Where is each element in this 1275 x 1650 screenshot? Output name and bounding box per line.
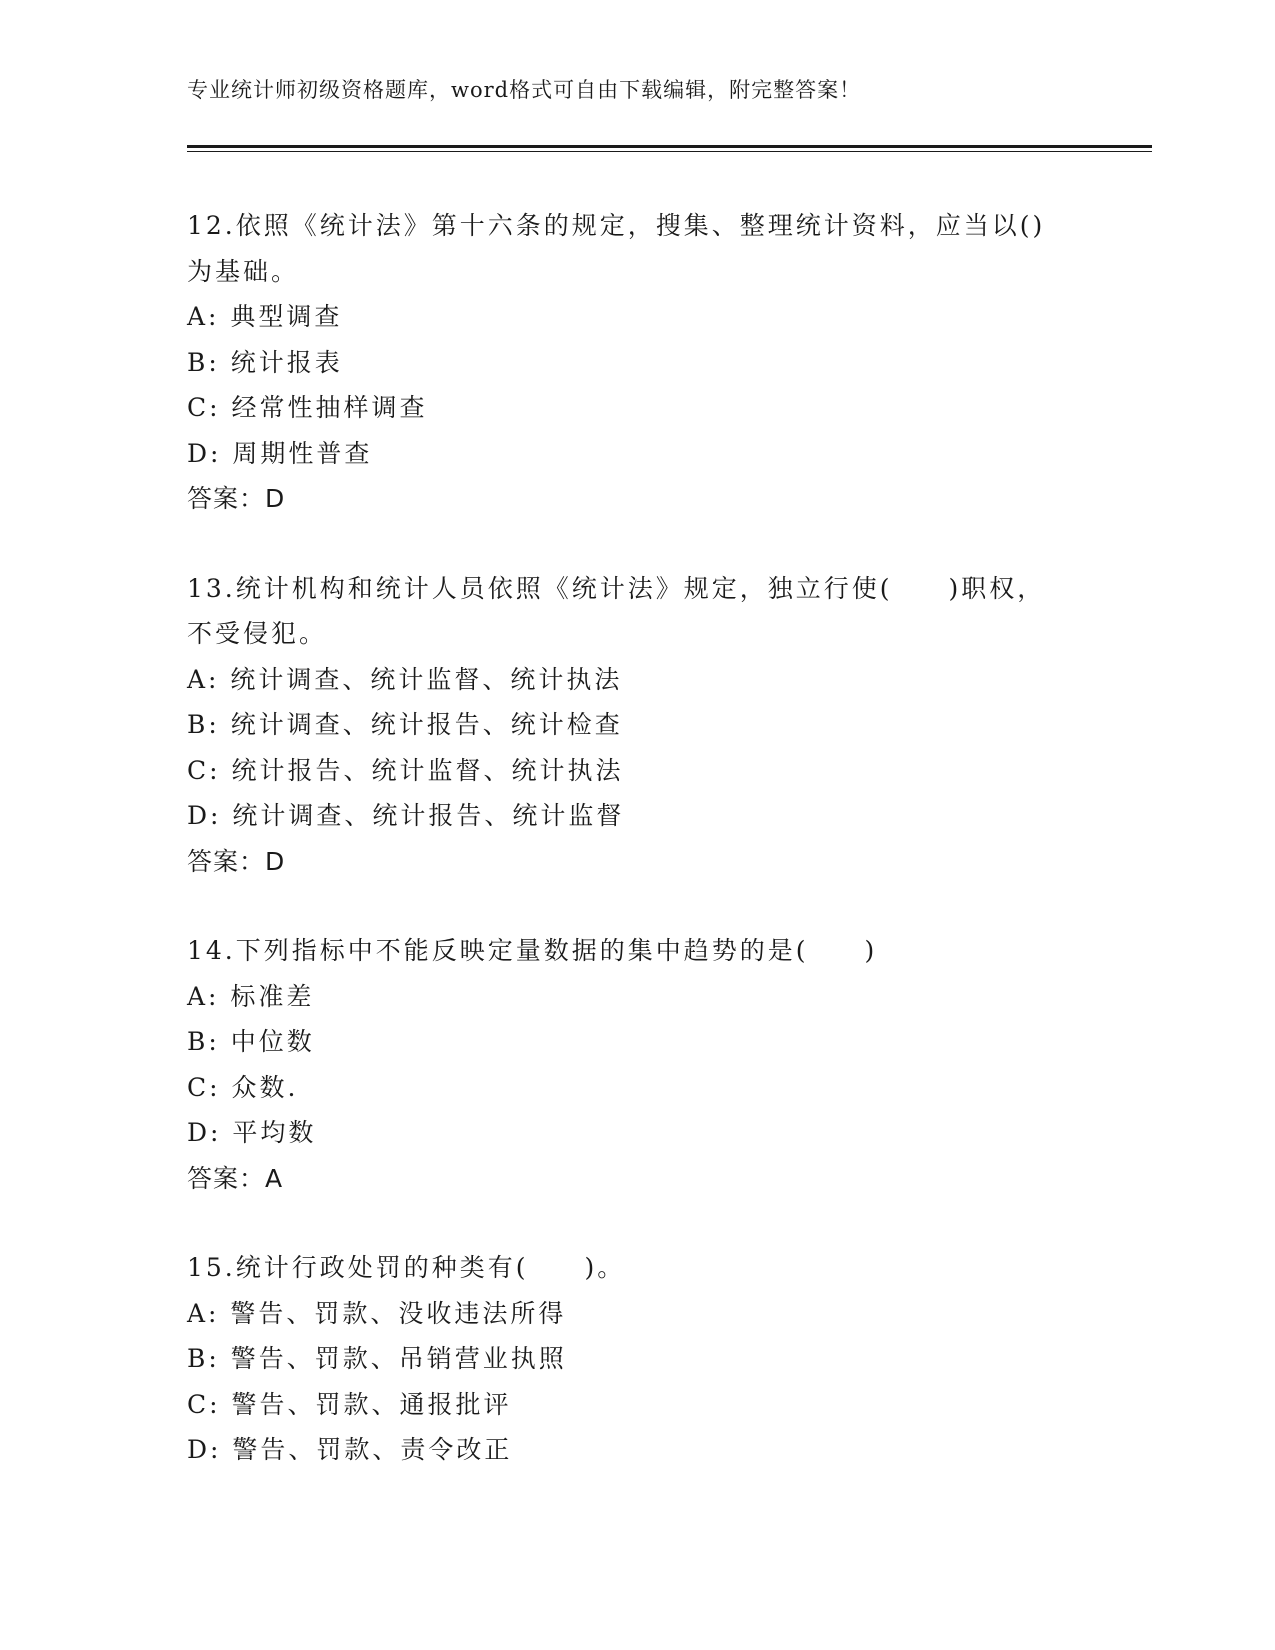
option-b: B: 中位数 <box>187 1027 315 1056</box>
question-list <box>187 203 1087 1517</box>
question-stem: 15.统计行政处罚的种类有( )。 <box>187 1253 626 1282</box>
question-12 <box>187 203 1087 522</box>
option-d: D: 统计调查、统计报告、统计监督 <box>187 801 625 830</box>
option-a: A: 典型调查 <box>187 302 343 331</box>
option-a: A: 警告、罚款、没收违法所得 <box>187 1298 567 1328</box>
option-b: B: 统计报表 <box>187 347 343 377</box>
option-d: D: 周期性普查 <box>187 438 373 468</box>
option-c: C: 众数. <box>187 1072 299 1102</box>
option-d: D: 平均数 <box>187 1118 317 1147</box>
option-b: B: 警告、罚款、吊销营业执照 <box>187 1344 567 1373</box>
question-14 <box>187 928 1087 1201</box>
answer: 答案：A <box>187 1163 284 1193</box>
header-rule-thick <box>187 145 1152 148</box>
answer: 答案：D <box>187 846 286 876</box>
option-c: C: 经常性抽样调查 <box>187 393 428 422</box>
option-d: D: 警告、罚款、责令改正 <box>187 1435 513 1464</box>
question-stem: 13.统计机构和统计人员依照《统计法》规定，独立行使( )职权， <box>187 573 1046 603</box>
question-stem: 14.下列指标中不能反映定量数据的集中趋势的是( ) <box>187 936 878 965</box>
question-stem: 不受侵犯。 <box>187 619 328 648</box>
question-15 <box>187 1245 1087 1473</box>
question-stem: 为基础。 <box>187 256 300 286</box>
question-stem: 12.依照《统计法》第十六条的规定，搜集、整理统计资料，应当以() <box>187 211 1046 240</box>
answer: 答案：D <box>187 484 286 513</box>
option-b: B: 统计调查、统计报告、统计检查 <box>187 710 623 739</box>
header-rule-thin <box>187 151 1152 152</box>
option-a: A: 统计调查、统计监督、统计执法 <box>187 664 623 694</box>
page-header: 专业统计师初级资格题库，word格式可自由下载编辑，附完整答案！ <box>187 78 862 102</box>
question-13 <box>187 566 1087 885</box>
option-a: A: 标准差 <box>187 981 315 1011</box>
option-c: C: 警告、罚款、通报批评 <box>187 1389 512 1419</box>
option-c: C: 统计报告、统计监督、统计执法 <box>187 755 624 785</box>
